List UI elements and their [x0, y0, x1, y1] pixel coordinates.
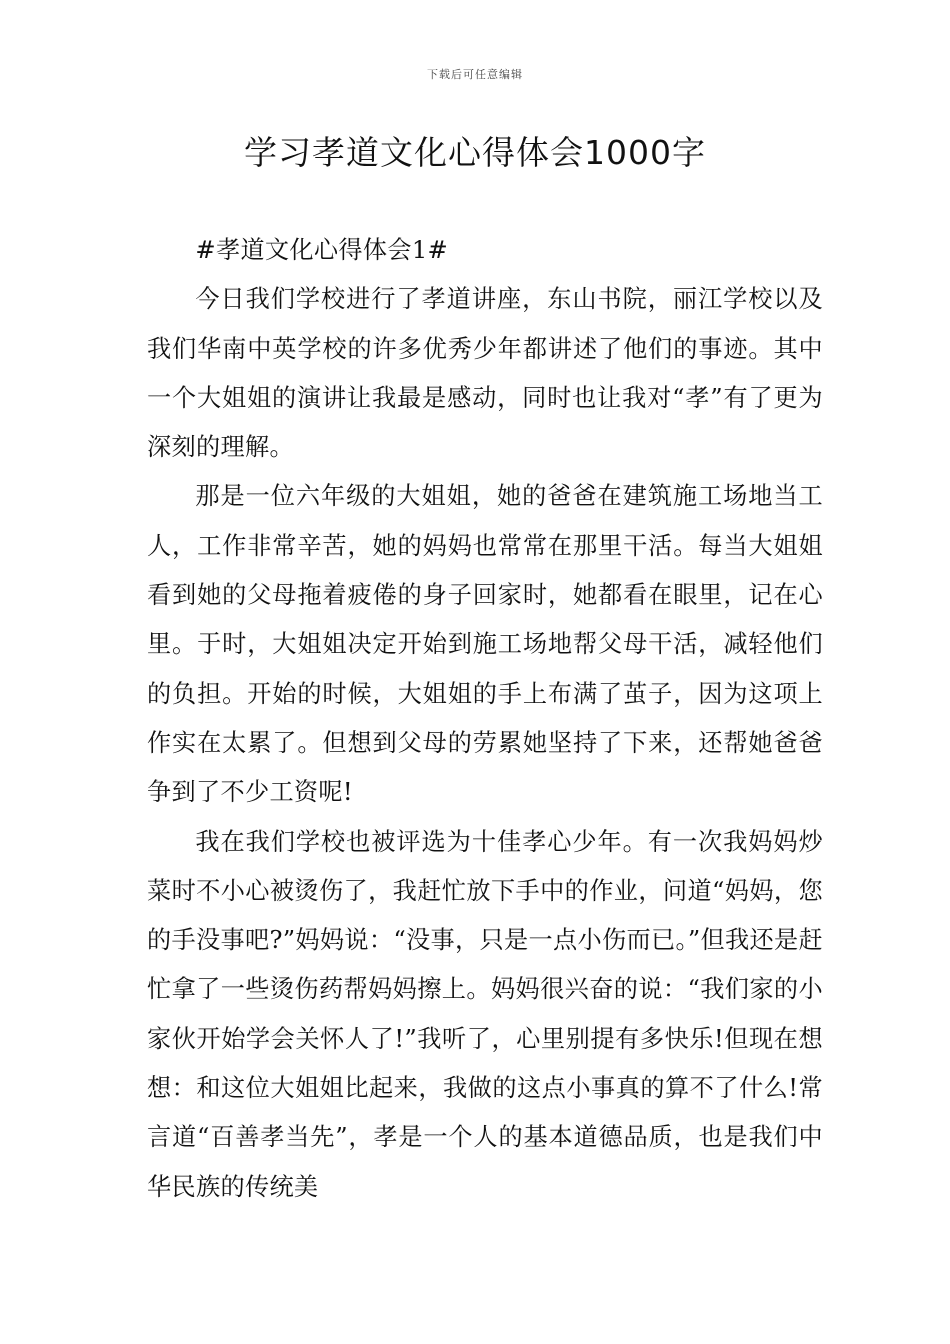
page-title: 学习孝道文化心得体会1000字: [244, 133, 706, 172]
paragraph-3: 我在我们学校也被评选为十佳孝心少年。有一次我妈妈炒菜时不小心被烫伤了，我赶忙放下手中的作业，问道“妈妈，您的手没事吧?”妈妈说：“没事，只是一点小伤而已。”但我还是赶忙拿了一些烫伤药帮妈妈擦上。妈妈很兴奋的说：“我们家的小家伙开始学会关怀人了!”我听了，心里别提有多快乐!但现在想想：和这位大姐姐比起来，我做的这点小事真的算不了什么!常言道“百善孝当先”，孝是一个人的基本道德品质，也是我们中华民族的传统美: [147, 827, 823, 1201]
header-note: 下载后可任意编辑: [427, 68, 523, 81]
document-body: [147, 226, 823, 1212]
paragraph-2: 那是一位六年级的大姐姐，她的爸爸在建筑施工场地当工人，工作非常辛苦，她的妈妈也常常在那里干活。每当大姐姐看到她的父母拖着疲倦的身子回家时，她都看在眼里，记在心里。于时，大姐姐决定开始到施工场地帮父母干活，减轻他们的负担。开始的时候，大姐姐的手上布满了茧子，因为这项上作实在太累了。但想到父母的劳累她坚持了下来，还帮她爸爸争到了不少工资呢!: [147, 482, 823, 807]
paragraph-1: 今日我们学校进行了孝道讲座，东山书院，丽江学校以及我们华南中英学校的许多优秀少年都讲述了他们的事迹。其中一个大姐姐的演讲让我最是感动，同时也让我对“孝”有了更为深刻的理解。: [147, 285, 823, 462]
section-heading: #孝道文化心得体会1#: [195, 236, 449, 264]
